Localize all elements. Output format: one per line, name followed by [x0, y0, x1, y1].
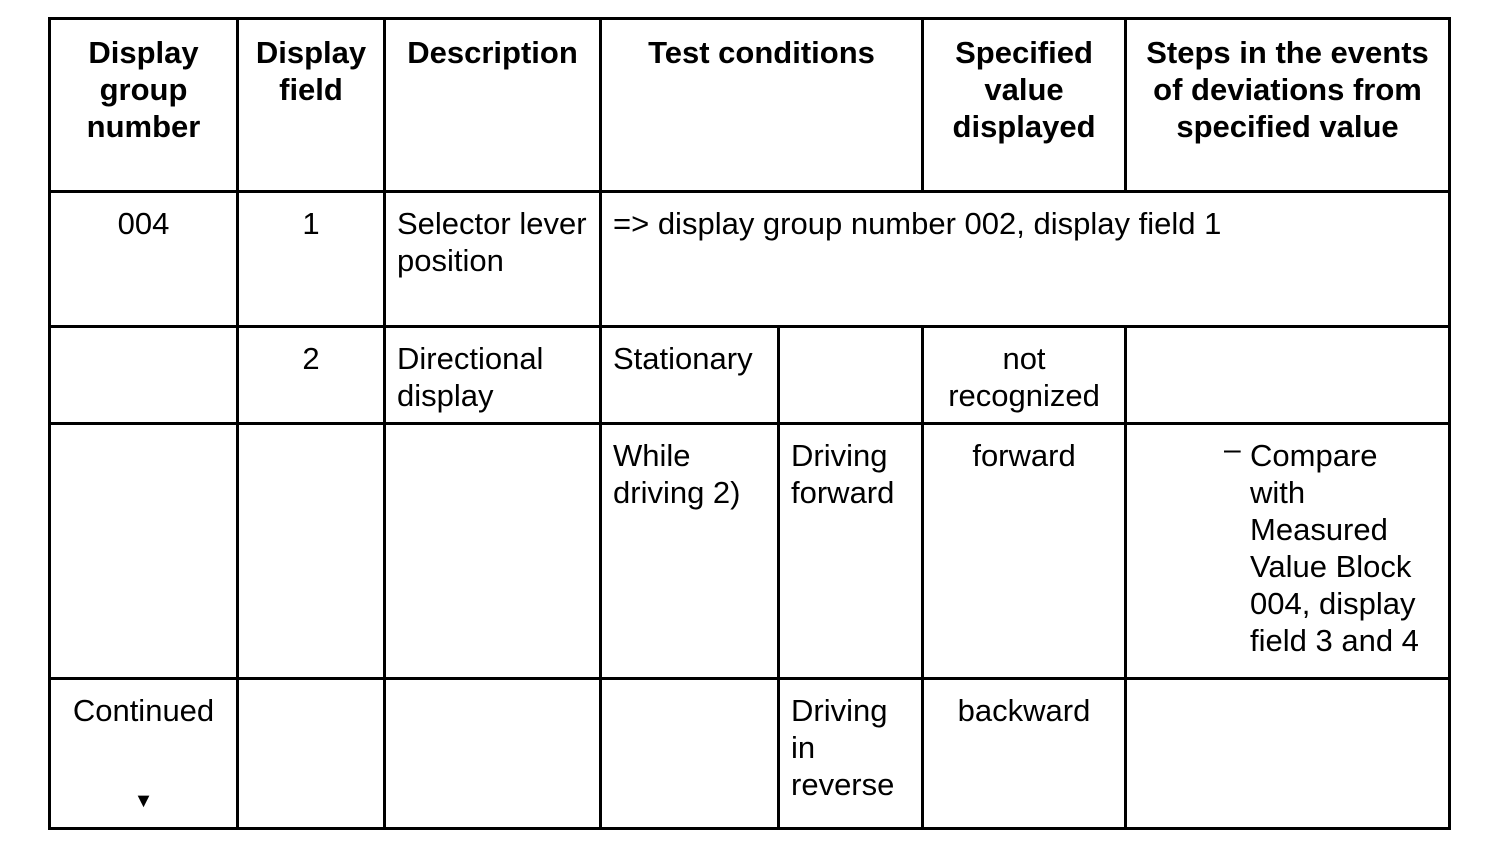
table-row [50, 679, 1450, 829]
cell-test-condition: While driving 2) [601, 424, 779, 679]
cell-description: Selector lever position [385, 192, 601, 327]
cell-display-group [50, 679, 238, 829]
measured-value-table [48, 17, 1451, 830]
cell-display-field: 2 [238, 327, 385, 424]
header-specified-value: Specified value displayed [923, 19, 1126, 192]
header-steps-deviations: Steps in the events of deviations from specified value [1126, 19, 1450, 192]
table-row [50, 424, 1450, 679]
steps-text: Compare with Measured Value Block 004, display field 3 and 4 [1250, 438, 1419, 658]
cell-steps [1126, 327, 1450, 424]
cell-display-field [238, 424, 385, 679]
cell-test-subcondition: Driving forward [779, 424, 923, 679]
continued-label: Continued [72, 693, 215, 728]
cell-display-field: 1 [238, 192, 385, 327]
header-row [50, 19, 1450, 192]
cell-test-subcondition: Driving in reverse [779, 679, 923, 829]
cell-display-group [50, 327, 238, 424]
cell-specified-value: forward [923, 424, 1126, 679]
cell-specified-value: not recognized [923, 327, 1126, 424]
continued-arrow-icon: ▼ [133, 790, 154, 812]
cell-description [385, 424, 601, 679]
table-row [50, 327, 1450, 424]
cell-test-condition [601, 679, 779, 829]
cell-specified-value: backward [923, 679, 1126, 829]
cell-display-group: 004 [50, 192, 238, 327]
header-display-field: Display field [238, 19, 385, 192]
cell-description [385, 679, 601, 829]
cell-display-group [50, 424, 238, 679]
steps-list-item [1138, 433, 1437, 659]
cell-display-field [238, 679, 385, 829]
cell-test-condition: Stationary [601, 327, 779, 424]
cell-reference: => display group number 002, display field 1 [601, 192, 1450, 327]
cell-test-subcondition [779, 327, 923, 424]
cell-steps [1126, 679, 1450, 829]
header-display-group-number: Display group number [50, 19, 238, 192]
table-row [50, 192, 1450, 327]
cell-steps [1126, 424, 1450, 679]
header-test-conditions: Test conditions [601, 19, 923, 192]
cell-description: Directional display [385, 327, 601, 424]
header-description: Description [385, 19, 601, 192]
dash-bullet-icon: – [1224, 433, 1241, 466]
